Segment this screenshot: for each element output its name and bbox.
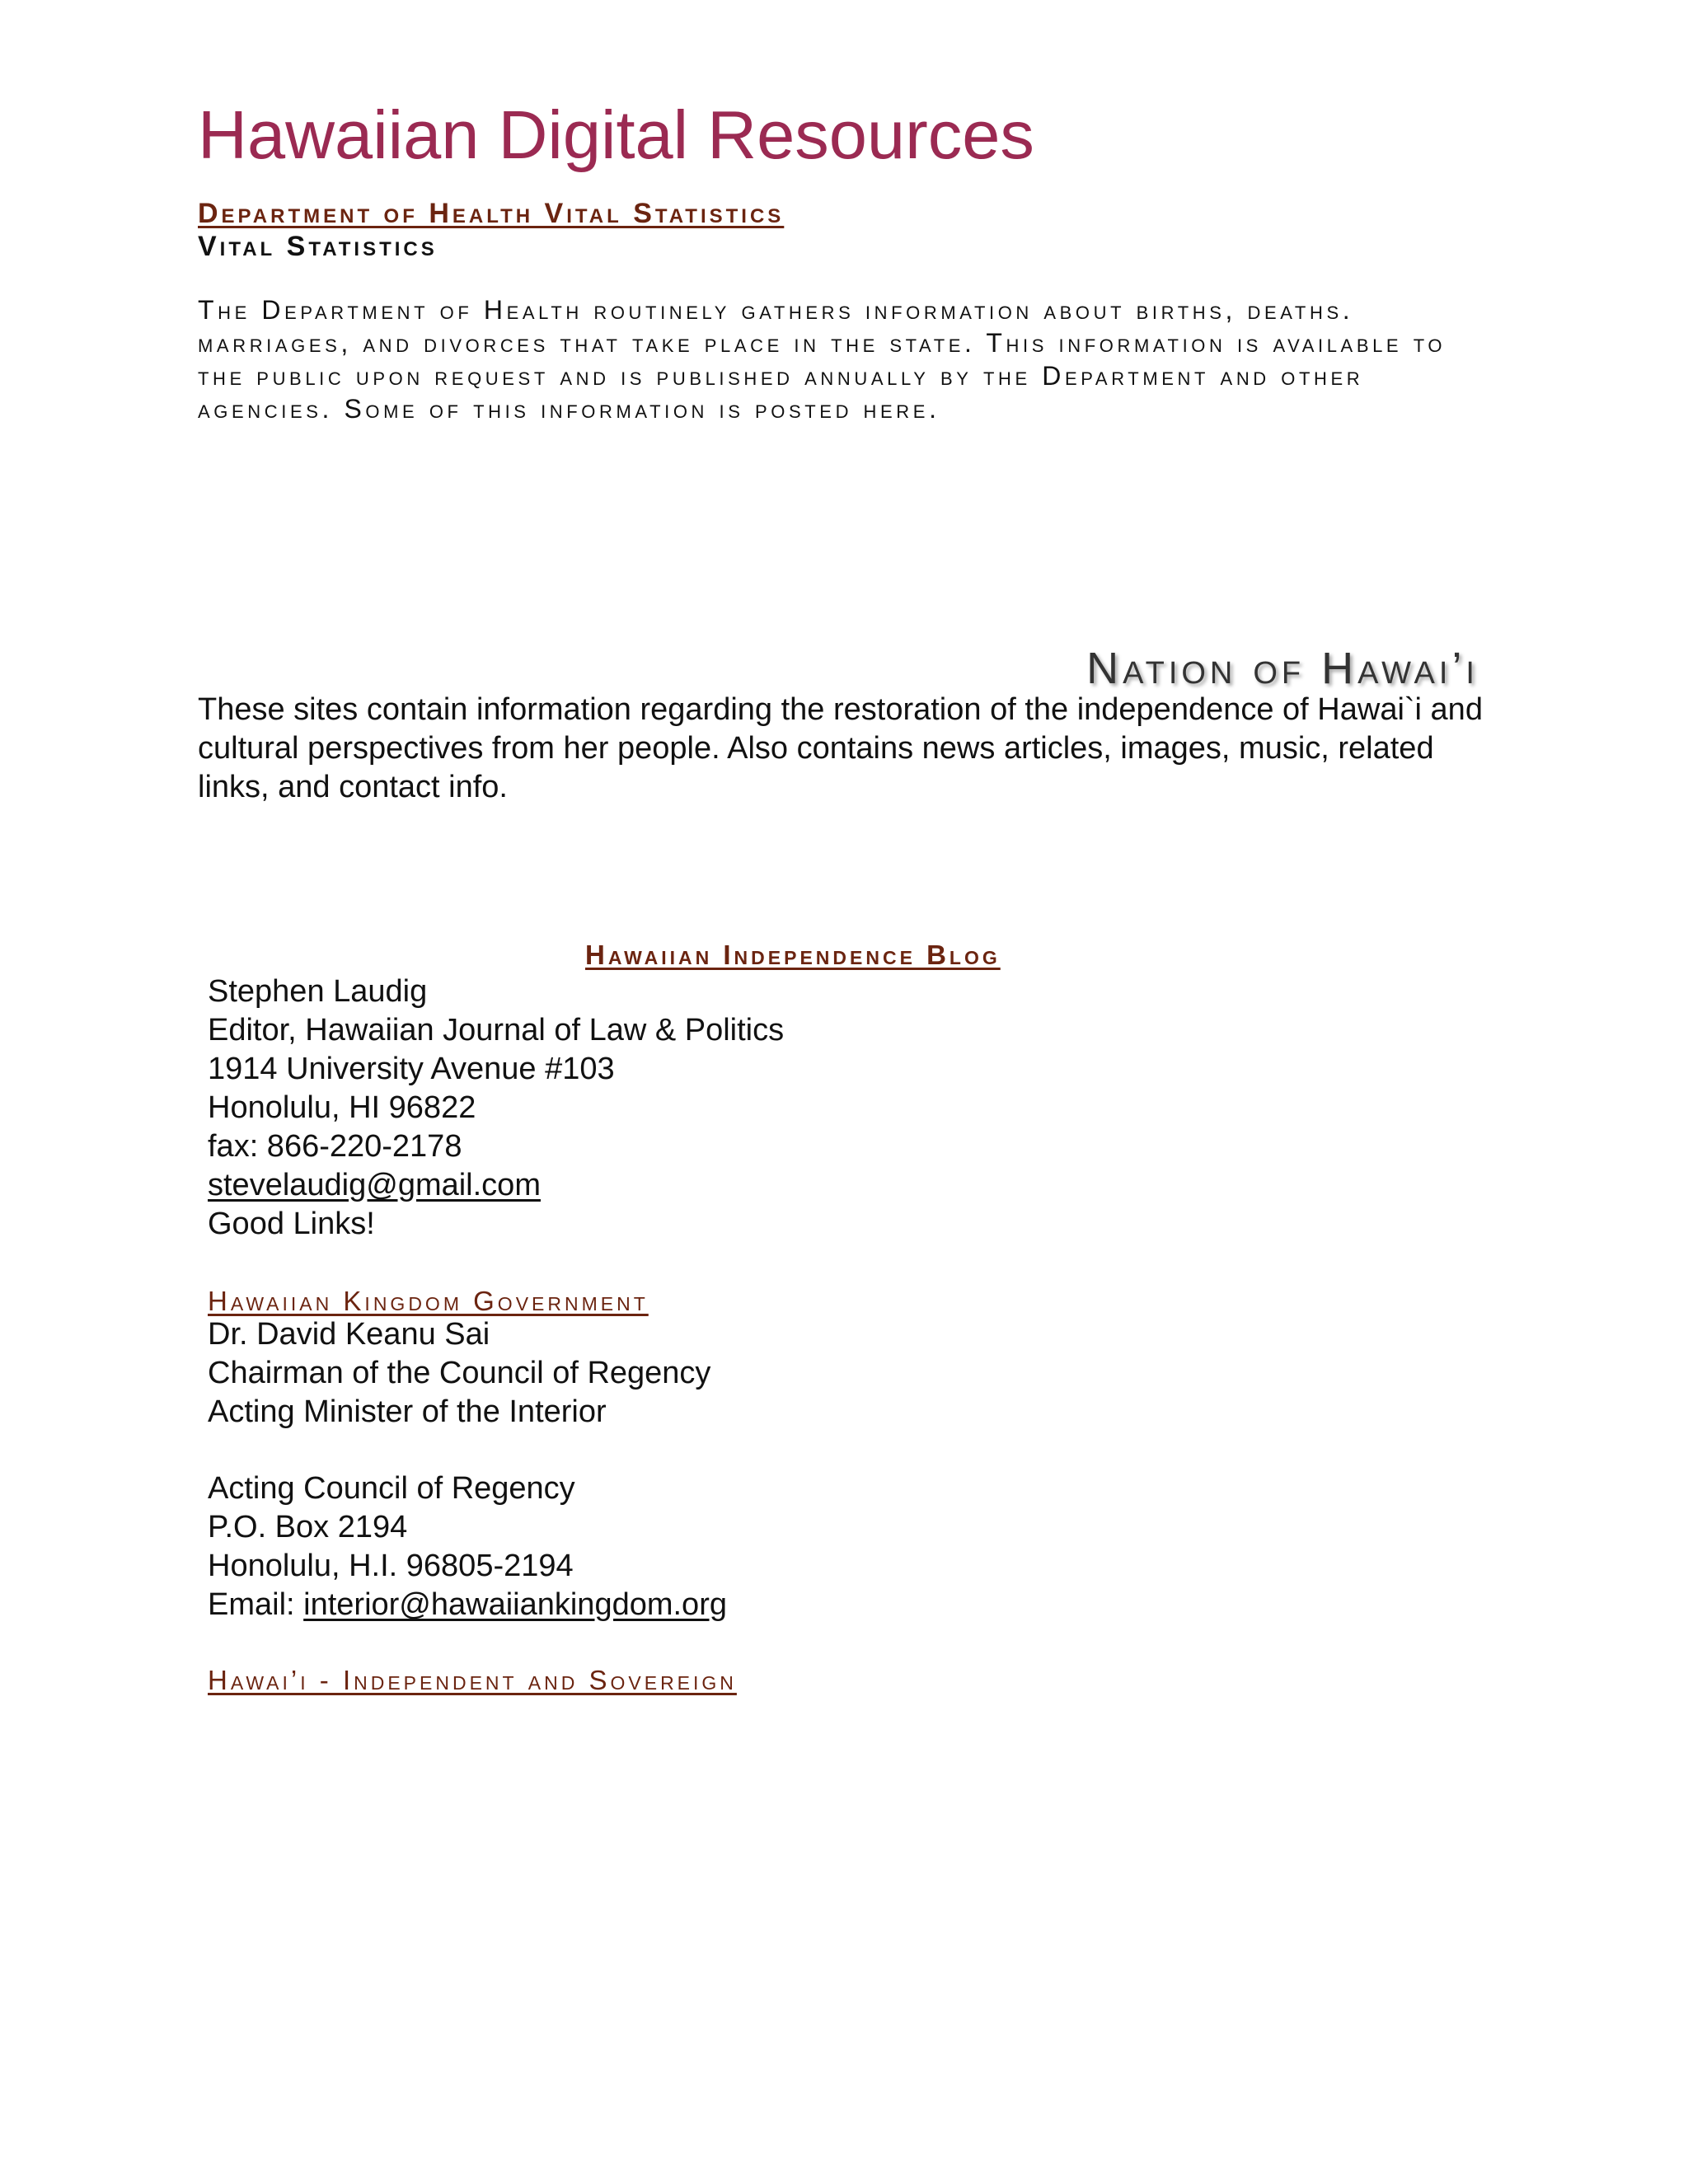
regency-email-line <box>208 1586 727 1624</box>
contact-fax: fax: 866-220-2178 <box>208 1129 462 1164</box>
kingdom-contact-block <box>208 1315 710 1432</box>
hawaiian-kingdom-government-link[interactable]: Hawaiian Kingdom Government <box>208 1286 649 1316</box>
kingdom-contact-name: Dr. David Keanu Sai <box>208 1317 490 1352</box>
nation-of-hawaii-heading: Nation of Hawai’i <box>1086 644 1479 693</box>
blog-contact-block <box>208 972 784 1244</box>
contact-city: Honolulu, HI 96822 <box>208 1090 476 1125</box>
regency-po-box: P.O. Box 2194 <box>208 1510 408 1544</box>
contact-name: Stephen Laudig <box>208 974 428 1009</box>
kingdom-contact-role-2: Acting Minister of the Interior <box>208 1394 607 1429</box>
blog-email-link[interactable]: stevelaudig@gmail.com <box>208 1168 541 1202</box>
vital-statistics-description: The Department of Health routinely gathers information about births, deaths. marriages, and divorces that take place in the state. This information is available to the public upon request and is published annually by the Department and other agencies. Some of this information is posted here. <box>198 295 1447 424</box>
good-links-text: Good Links! <box>208 1207 375 1241</box>
kingdom-contact-role-1: Chairman of the Council of Regency <box>208 1356 711 1390</box>
regency-city: Honolulu, H.I. 96805-2194 <box>208 1549 574 1583</box>
regency-address-block <box>208 1469 727 1624</box>
kingdom-email-link[interactable]: interior@hawaiiankingdom.org <box>303 1587 727 1622</box>
nation-description: These sites contain information regarding the restoration of the independence of Hawai`i and cultural perspectives from her people. Also contains news articles, images, music, related links, and contact info. <box>198 692 1483 804</box>
contact-street: 1914 University Avenue #103 <box>208 1052 615 1086</box>
vital-statistics-subtitle: Vital Statistics <box>198 231 438 262</box>
dept-health-vital-statistics-link[interactable]: Department of Health Vital Statistics <box>198 198 785 229</box>
email-label: Email: <box>208 1587 304 1622</box>
independent-sovereign-link[interactable]: Hawai’i - Independent and Sovereign <box>208 1665 737 1695</box>
hawaiian-independence-blog-link[interactable]: Hawaiian Independence Blog <box>585 940 1001 970</box>
contact-title: Editor, Hawaiian Journal of Law & Politics <box>208 1013 785 1047</box>
regency-name: Acting Council of Regency <box>208 1471 575 1506</box>
page-title: Hawaiian Digital Resources <box>198 96 1034 173</box>
